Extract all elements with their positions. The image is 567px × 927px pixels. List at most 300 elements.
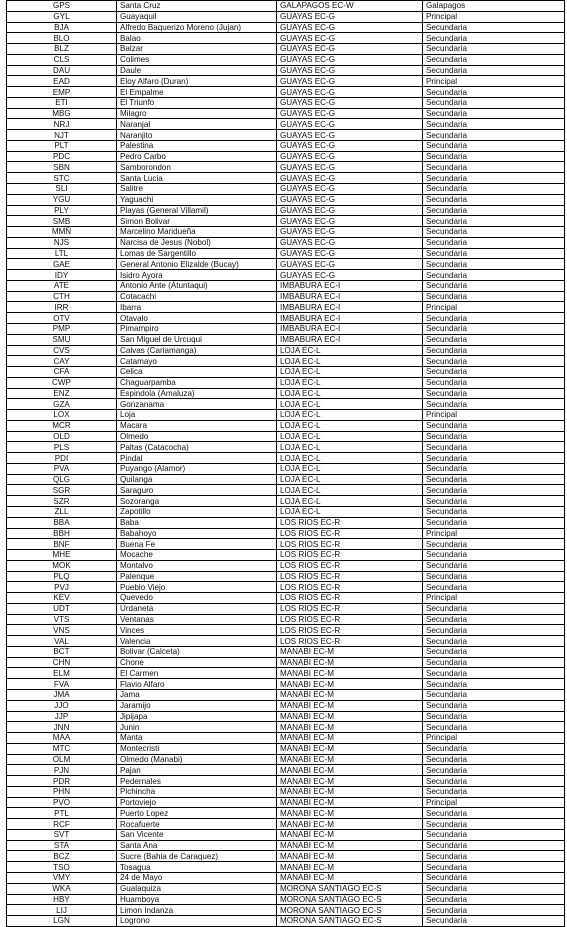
city-cell: Flavio Alfaro [117, 679, 277, 690]
table-row [7, 97, 565, 108]
province-cell: MANABI EC-M [277, 700, 423, 711]
code-cell: RCF [7, 819, 117, 830]
category-cell: Secundaria [423, 420, 565, 431]
code-cell: ZLL [7, 506, 117, 517]
city-cell: Vinces [117, 625, 277, 636]
code-cell: SVT [7, 829, 117, 840]
city-cell: Isidro Ayora [117, 270, 277, 281]
code-cell: JJO [7, 700, 117, 711]
province-cell: MORONA SANTIAGO EC-S [277, 883, 423, 894]
code-cell: WKA [7, 883, 117, 894]
province-cell: LOJA EC-L [277, 442, 423, 453]
code-cell: BCT [7, 646, 117, 657]
category-cell: Secundaria [423, 453, 565, 464]
code-cell: MMÑ [7, 227, 117, 238]
city-cell: General Antonio Elizalde (Bucay) [117, 259, 277, 270]
category-cell: Secundaria [423, 571, 565, 582]
city-cell: Balao [117, 33, 277, 44]
table-row [7, 711, 565, 722]
province-cell: LOJA EC-L [277, 410, 423, 421]
city-cell: Marcelino Maridueña [117, 227, 277, 238]
city-cell: Macara [117, 420, 277, 431]
city-cell: Pimampiro [117, 323, 277, 334]
province-cell: LOJA EC-L [277, 431, 423, 442]
province-cell: MANABI EC-M [277, 829, 423, 840]
category-cell: Secundaria [423, 291, 565, 302]
code-cell: GAE [7, 259, 117, 270]
city-cell: Valencia [117, 636, 277, 647]
category-cell: Secundaria [423, 227, 565, 238]
table-row [7, 797, 565, 808]
city-cell: San Miguel de Urcuqui [117, 334, 277, 345]
city-cell: Colimes [117, 54, 277, 65]
city-cell: Sucre (Bahia de Caraquez) [117, 851, 277, 862]
table-row [7, 87, 565, 98]
city-cell: Cotacachi [117, 291, 277, 302]
table-row [7, 700, 565, 711]
city-cell: Palenque [117, 571, 277, 582]
category-cell: Secundaria [423, 65, 565, 76]
category-cell: Secundaria [423, 894, 565, 905]
province-cell: MANABI EC-M [277, 819, 423, 830]
province-cell: GUAYAS EC-G [277, 151, 423, 162]
city-cell: Puerto Lopez [117, 808, 277, 819]
table-row [7, 754, 565, 765]
province-cell: MANABI EC-M [277, 690, 423, 701]
city-cell: Montecristi [117, 743, 277, 754]
category-cell: Secundaria [423, 237, 565, 248]
city-cell: Antonio Ante (Atuntaqui) [117, 280, 277, 291]
code-cell: LIJ [7, 905, 117, 916]
province-cell: LOJA EC-L [277, 506, 423, 517]
category-cell: Secundaria [423, 259, 565, 270]
category-cell: Secundaria [423, 270, 565, 281]
code-cell: VTS [7, 614, 117, 625]
city-cell: Lomas de Sargentillo [117, 248, 277, 259]
province-cell: GUAYAS EC-G [277, 44, 423, 55]
code-cell: BLO [7, 33, 117, 44]
province-cell: LOJA EC-L [277, 388, 423, 399]
table-row [7, 916, 565, 927]
province-cell: MANABI EC-M [277, 765, 423, 776]
province-cell: LOJA EC-L [277, 356, 423, 367]
province-cell: LOS RIOS EC-R [277, 517, 423, 528]
category-cell: Secundaria [423, 54, 565, 65]
code-cell: OLM [7, 754, 117, 765]
category-cell: Secundaria [423, 216, 565, 227]
province-cell: LOS RIOS EC-R [277, 560, 423, 571]
city-cell: Pueblo Viejo [117, 582, 277, 593]
table-row [7, 399, 565, 410]
category-cell: Secundaria [423, 754, 565, 765]
table-row [7, 119, 565, 130]
province-cell: MANABI EC-M [277, 646, 423, 657]
province-cell: GUAYAS EC-G [277, 162, 423, 173]
category-cell: Secundaria [423, 819, 565, 830]
code-cell: GYL [7, 11, 117, 22]
province-cell: IMBABURA EC-I [277, 291, 423, 302]
code-cell: TSO [7, 862, 117, 873]
table-row [7, 528, 565, 539]
province-cell: GUAYAS EC-G [277, 173, 423, 184]
city-cell: Naranjito [117, 130, 277, 141]
code-cell: DAU [7, 65, 117, 76]
code-cell: MTC [7, 743, 117, 754]
province-cell: MANABI EC-M [277, 711, 423, 722]
city-cell: Santa Ana [117, 840, 277, 851]
city-cell: Daule [117, 65, 277, 76]
code-cell: BBH [7, 528, 117, 539]
city-cell: Manta [117, 733, 277, 744]
province-cell: GUAYAS EC-G [277, 11, 423, 22]
code-cell: CLS [7, 54, 117, 65]
province-cell: LOS RIOS EC-R [277, 571, 423, 582]
category-cell: Secundaria [423, 603, 565, 614]
category-cell: Secundaria [423, 614, 565, 625]
table-row [7, 808, 565, 819]
code-cell: IRR [7, 302, 117, 313]
city-cell: Bolivar (Calceta) [117, 646, 277, 657]
category-cell: Principal [423, 528, 565, 539]
table-row [7, 173, 565, 184]
code-cell: GPS [7, 1, 117, 12]
category-cell: Secundaria [423, 582, 565, 593]
category-cell: Secundaria [423, 690, 565, 701]
table-row [7, 44, 565, 55]
city-cell: Puyango (Alamor) [117, 463, 277, 474]
category-cell: Secundaria [423, 173, 565, 184]
table-row [7, 679, 565, 690]
province-cell: LOJA EC-L [277, 367, 423, 378]
city-cell: Naranjal [117, 119, 277, 130]
code-cell: PVJ [7, 582, 117, 593]
city-cell: Pedro Carbo [117, 151, 277, 162]
category-cell: Secundaria [423, 463, 565, 474]
table-row [7, 743, 565, 754]
province-cell: GUAYAS EC-G [277, 33, 423, 44]
category-cell: Secundaria [423, 517, 565, 528]
category-cell: Secundaria [423, 506, 565, 517]
city-cell: Loja [117, 410, 277, 421]
city-cell: Jaramijo [117, 700, 277, 711]
category-cell: Secundaria [423, 119, 565, 130]
province-cell: LOS RIOS EC-R [277, 550, 423, 561]
category-cell: Secundaria [423, 765, 565, 776]
city-cell: Santa Cruz [117, 1, 277, 12]
table-row [7, 506, 565, 517]
city-cell: Celica [117, 367, 277, 378]
category-cell: Principal [423, 593, 565, 604]
table-row [7, 442, 565, 453]
code-cell: MHE [7, 550, 117, 561]
category-cell: Secundaria [423, 722, 565, 733]
table-row [7, 905, 565, 916]
province-cell: MANABI EC-M [277, 851, 423, 862]
code-cell: NJT [7, 130, 117, 141]
province-cell: MANABI EC-M [277, 797, 423, 808]
province-cell: MANABI EC-M [277, 668, 423, 679]
category-cell: Principal [423, 410, 565, 421]
province-cell: GALAPAGOS EC-W [277, 1, 423, 12]
code-cell: PLT [7, 140, 117, 151]
table-row [7, 851, 565, 862]
city-cell: Quevedo [117, 593, 277, 604]
city-cell: Mocache [117, 550, 277, 561]
category-cell: Secundaria [423, 905, 565, 916]
code-cell: SBN [7, 162, 117, 173]
province-cell: MANABI EC-M [277, 722, 423, 733]
table-row [7, 603, 565, 614]
province-cell: MANABI EC-M [277, 657, 423, 668]
category-cell: Secundaria [423, 97, 565, 108]
city-cell: 24 de Mayo [117, 873, 277, 884]
city-cell: Ibarra [117, 302, 277, 313]
code-cell: SMU [7, 334, 117, 345]
table-row [7, 130, 565, 141]
table-row [7, 313, 565, 324]
city-cell: Saraguro [117, 485, 277, 496]
table-row [7, 1, 565, 12]
table-row [7, 140, 565, 151]
table-row [7, 259, 565, 270]
code-cell: BJA [7, 22, 117, 33]
code-cell: SGR [7, 485, 117, 496]
table-row [7, 883, 565, 894]
city-cell: Gualaquiza [117, 883, 277, 894]
category-cell: Secundaria [423, 786, 565, 797]
category-cell: Principal [423, 76, 565, 87]
category-cell: Principal [423, 797, 565, 808]
city-cell: Zapotillo [117, 506, 277, 517]
province-cell: GUAYAS EC-G [277, 259, 423, 270]
category-cell: Secundaria [423, 711, 565, 722]
category-cell: Secundaria [423, 550, 565, 561]
province-cell: GUAYAS EC-G [277, 130, 423, 141]
city-cell: Ventanas [117, 614, 277, 625]
code-cell: SLI [7, 184, 117, 195]
table-row [7, 270, 565, 281]
province-cell: GUAYAS EC-G [277, 65, 423, 76]
code-cell: EAD [7, 76, 117, 87]
table-body [7, 1, 565, 927]
code-cell: SMB [7, 216, 117, 227]
city-cell: Junin [117, 722, 277, 733]
code-cell: QLG [7, 474, 117, 485]
category-cell: Secundaria [423, 560, 565, 571]
city-cell: Chaguarpamba [117, 377, 277, 388]
table-row [7, 151, 565, 162]
table-row [7, 216, 565, 227]
province-cell: MANABI EC-M [277, 786, 423, 797]
category-cell: Secundaria [423, 668, 565, 679]
table-row [7, 33, 565, 44]
category-cell: Secundaria [423, 140, 565, 151]
category-cell: Secundaria [423, 367, 565, 378]
province-cell: GUAYAS EC-G [277, 227, 423, 238]
table-row [7, 636, 565, 647]
province-cell: MANABI EC-M [277, 873, 423, 884]
city-cell: El Empalme [117, 87, 277, 98]
code-cell: PDR [7, 776, 117, 787]
code-cell: STC [7, 173, 117, 184]
province-cell: IMBABURA EC-I [277, 323, 423, 334]
table-row [7, 873, 565, 884]
code-cell: ETI [7, 97, 117, 108]
category-cell: Galapagos [423, 1, 565, 12]
province-cell: LOJA EC-L [277, 377, 423, 388]
table-row [7, 367, 565, 378]
code-cell: ENZ [7, 388, 117, 399]
code-cell: MOK [7, 560, 117, 571]
category-cell: Secundaria [423, 808, 565, 819]
province-cell: MORONA SANTIAGO EC-S [277, 905, 423, 916]
province-cell: GUAYAS EC-G [277, 76, 423, 87]
city-cell: Olmedo (Manabi) [117, 754, 277, 765]
code-cell: PLQ [7, 571, 117, 582]
table-row [7, 356, 565, 367]
category-cell: Secundaria [423, 313, 565, 324]
category-cell: Secundaria [423, 657, 565, 668]
province-cell: GUAYAS EC-G [277, 108, 423, 119]
table-row [7, 11, 565, 22]
code-cell: VNS [7, 625, 117, 636]
table-row [7, 517, 565, 528]
category-cell: Secundaria [423, 399, 565, 410]
code-cell: LTL [7, 248, 117, 259]
category-cell: Secundaria [423, 679, 565, 690]
table-row [7, 420, 565, 431]
table-row [7, 829, 565, 840]
category-cell: Secundaria [423, 474, 565, 485]
city-cell: Eloy Alfaro (Duran) [117, 76, 277, 87]
province-cell: IMBABURA EC-I [277, 313, 423, 324]
code-cell: BCZ [7, 851, 117, 862]
category-cell: Principal [423, 302, 565, 313]
code-cell: YGU [7, 194, 117, 205]
table-row [7, 248, 565, 259]
province-cell: MANABI EC-M [277, 743, 423, 754]
category-cell: Secundaria [423, 87, 565, 98]
category-cell: Secundaria [423, 883, 565, 894]
province-cell: LOJA EC-L [277, 485, 423, 496]
province-cell: LOJA EC-L [277, 420, 423, 431]
category-cell: Secundaria [423, 916, 565, 927]
province-cell: GUAYAS EC-G [277, 216, 423, 227]
code-cell: PVA [7, 463, 117, 474]
table-row [7, 22, 565, 33]
table-row [7, 463, 565, 474]
category-cell: Secundaria [423, 280, 565, 291]
table-row [7, 819, 565, 830]
table-row [7, 485, 565, 496]
category-cell: Secundaria [423, 130, 565, 141]
table-row [7, 302, 565, 313]
table-row [7, 184, 565, 195]
province-cell: GUAYAS EC-G [277, 54, 423, 65]
city-cell: Palestina [117, 140, 277, 151]
city-cell: Jipijapa [117, 711, 277, 722]
table-row [7, 550, 565, 561]
province-cell: LOJA EC-L [277, 463, 423, 474]
table-row [7, 776, 565, 787]
province-cell: MANABI EC-M [277, 840, 423, 851]
city-cell: Guayaquil [117, 11, 277, 22]
table-row [7, 291, 565, 302]
code-cell: OTV [7, 313, 117, 324]
category-cell: Secundaria [423, 442, 565, 453]
category-cell: Secundaria [423, 862, 565, 873]
code-cell: PJN [7, 765, 117, 776]
code-cell: BNF [7, 539, 117, 550]
province-cell: LOJA EC-L [277, 474, 423, 485]
city-cell: Pindal [117, 453, 277, 464]
location-table [6, 0, 565, 927]
table-row [7, 227, 565, 238]
code-cell: FVA [7, 679, 117, 690]
code-cell: CFA [7, 367, 117, 378]
province-cell: LOJA EC-L [277, 345, 423, 356]
category-cell: Secundaria [423, 539, 565, 550]
code-cell: PVO [7, 797, 117, 808]
city-cell: Portoviejo [117, 797, 277, 808]
province-cell: LOS RIOS EC-R [277, 582, 423, 593]
table-row [7, 194, 565, 205]
table-row [7, 388, 565, 399]
table-row [7, 237, 565, 248]
city-cell: Logrono [117, 916, 277, 927]
table-row [7, 862, 565, 873]
city-cell: Sozoranga [117, 496, 277, 507]
code-cell: CHN [7, 657, 117, 668]
province-cell: MANABI EC-M [277, 776, 423, 787]
city-cell: Pedernales [117, 776, 277, 787]
province-cell: LOJA EC-L [277, 453, 423, 464]
city-cell: Yaguachi [117, 194, 277, 205]
table-row [7, 560, 565, 571]
code-cell: LOX [7, 410, 117, 421]
category-cell: Principal [423, 11, 565, 22]
category-cell: Secundaria [423, 377, 565, 388]
city-cell: Olmedo [117, 431, 277, 442]
table-row [7, 410, 565, 421]
table-row [7, 453, 565, 464]
table-row [7, 690, 565, 701]
city-cell: Balzar [117, 44, 277, 55]
code-cell: MAA [7, 733, 117, 744]
code-cell: PDI [7, 453, 117, 464]
city-cell: Buena Fe [117, 539, 277, 550]
city-cell: Pajan [117, 765, 277, 776]
table-row [7, 894, 565, 905]
category-cell: Secundaria [423, 323, 565, 334]
city-cell: Babahoyo [117, 528, 277, 539]
province-cell: MANABI EC-M [277, 862, 423, 873]
code-cell: EMP [7, 87, 117, 98]
province-cell: LOS RIOS EC-R [277, 636, 423, 647]
category-cell: Secundaria [423, 345, 565, 356]
province-cell: LOS RIOS EC-R [277, 614, 423, 625]
city-cell: Tosagua [117, 862, 277, 873]
table-row [7, 593, 565, 604]
code-cell: CVS [7, 345, 117, 356]
table-row [7, 431, 565, 442]
code-cell: CTH [7, 291, 117, 302]
category-cell: Secundaria [423, 194, 565, 205]
province-cell: GUAYAS EC-G [277, 87, 423, 98]
table-row [7, 474, 565, 485]
table-row [7, 377, 565, 388]
province-cell: MANABI EC-M [277, 808, 423, 819]
